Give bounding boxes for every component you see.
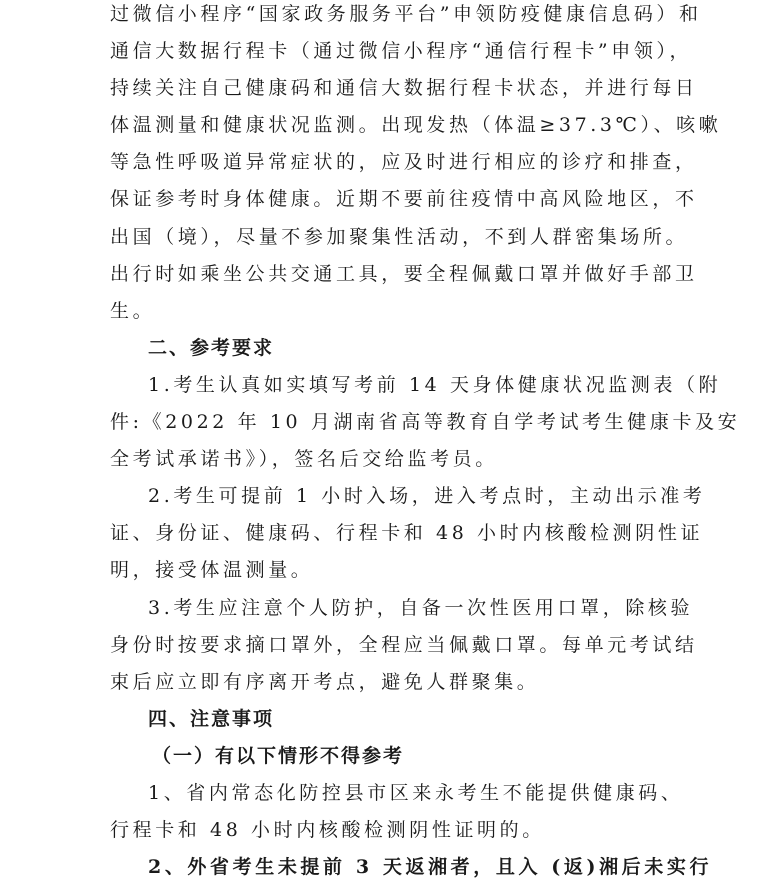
text-line: 生。	[110, 299, 156, 322]
text-line: 全考试承诺书》），签名后交给监考员。	[110, 448, 498, 471]
text-line: 体温测量和健康状况监测。出现发热（体温≥37.3℃）、咳嗽	[110, 114, 722, 137]
requirement-item-3	[110, 590, 698, 701]
text-line: 持续关注自己健康码和通信大数据行程卡状态，并进行每日	[110, 77, 698, 100]
text-line: 保证参考时身体健康。近期不要前往疫情中高风险地区，不	[110, 188, 698, 211]
text-line: 1、省内常态化防控县市区来永考生不能提供健康码、	[148, 781, 684, 804]
text-line: 件:《2022 年 10 月湖南省高等教育自学考试考生健康卡及安	[110, 411, 741, 434]
requirement-item-1	[110, 367, 741, 478]
text-line: 1.考生认真如实填写考前 14 天身体健康状况监测表（附	[148, 373, 722, 396]
text-line: 出行时如乘坐公共交通工具，要全程佩戴口罩并做好手部卫	[110, 262, 698, 285]
text-line: 身份时按要求摘口罩外，全程应当佩戴口罩。每单元考试结	[110, 633, 698, 656]
document-page	[110, 0, 741, 886]
section-exam-requirements	[110, 330, 741, 701]
note-item-2	[110, 849, 713, 886]
note-item-1	[110, 775, 684, 849]
text-line: 过微信小程序“国家政务服务平台”申领防疫健康信息码）和	[110, 3, 702, 25]
text-line: 行程卡和 48 小时内核酸检测阴性证明的。	[110, 819, 545, 842]
requirement-item-2	[110, 478, 706, 589]
section-heading: 二、参考要求	[148, 336, 275, 359]
section-notes	[110, 701, 713, 886]
subsection-heading: （一）有以下情形不得参考	[152, 744, 405, 767]
text-line: 明，接受体温测量。	[110, 559, 314, 582]
intro-paragraph	[110, 0, 722, 330]
section-heading: 四、注意事项	[148, 707, 275, 730]
text-line: 通信大数据行程卡（通过微信小程序“通信行程卡”申领），	[110, 40, 693, 63]
text-line: 证、身份证、健康码、行程卡和 48 小时内核酸检测阴性证	[110, 522, 704, 545]
text-line: 2.考生可提前 1 小时入场，进入考点时，主动出示准考	[148, 485, 706, 508]
text-line: 2、外省考生未提前 3 天返湘者，且入 (返)湘后未实行	[148, 856, 713, 879]
text-line: 出国（境），尽量不参加聚集性活动，不到人群密集场所。	[110, 225, 689, 248]
text-line: 束后应立即有序离开考点，避免人群聚集。	[110, 670, 540, 693]
text-line: 等急性呼吸道异常症状的，应及时进行相应的诊疗和排查，	[110, 151, 698, 174]
text-line: 3.考生应注意个人防护，自备一次性医用口罩，除核验	[148, 596, 694, 619]
